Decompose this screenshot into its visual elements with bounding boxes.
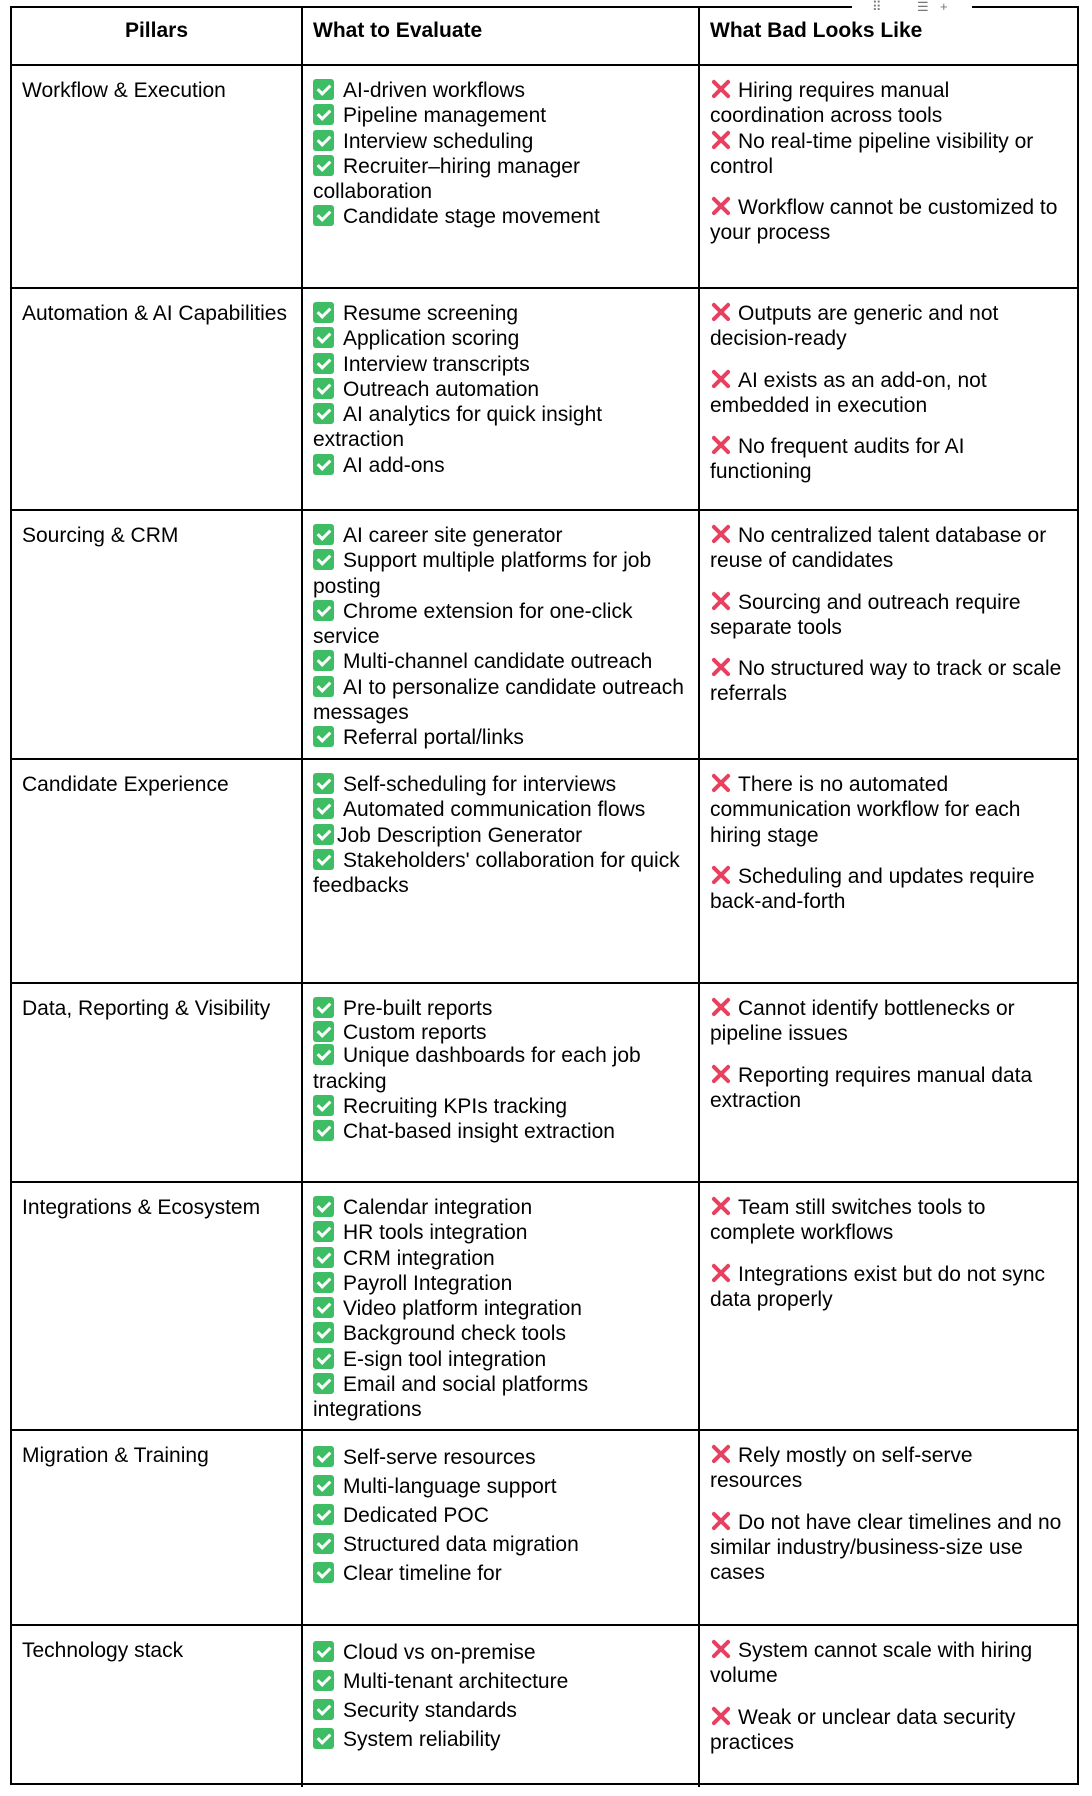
cross-icon	[710, 1262, 732, 1284]
check-icon	[313, 650, 334, 671]
comparison-table	[10, 0, 1079, 1785]
check-icon	[313, 1641, 334, 1662]
pillar-cell: Sourcing & CRM	[12, 511, 303, 758]
check-icon	[313, 1095, 334, 1116]
check-icon	[313, 378, 334, 399]
filter-icon[interactable]: ☰	[917, 0, 929, 14]
cross-icon	[710, 1443, 732, 1465]
check-icon	[313, 549, 334, 570]
check-icon	[313, 79, 334, 100]
bad-item: Reporting requires manual data extraction	[710, 1063, 1033, 1112]
bad-item: Weak or unclear data security practices	[710, 1705, 1016, 1754]
evaluate-item: AI add-ons	[313, 453, 688, 478]
evaluate-item: CRM integration	[313, 1246, 688, 1271]
check-icon	[313, 104, 334, 125]
check-icon	[313, 1196, 334, 1217]
check-icon	[313, 205, 334, 226]
table-row	[12, 1183, 1077, 1431]
evaluate-cell	[303, 1626, 700, 1787]
check-icon	[313, 1475, 334, 1496]
cross-icon	[710, 1638, 732, 1660]
evaluate-item: Pre-built reports	[313, 996, 688, 1021]
cross-icon	[710, 590, 732, 612]
bad-cell	[700, 289, 1079, 509]
cross-icon	[710, 1063, 732, 1085]
bad-cell	[700, 1431, 1079, 1624]
bad-cell	[700, 1183, 1079, 1429]
check-icon	[313, 403, 334, 424]
bad-item: Workflow cannot be customized to your process	[710, 196, 1058, 245]
bad-item: Hiring requires manual coordination across tools	[710, 79, 950, 128]
evaluate-cell	[303, 1183, 700, 1429]
evaluate-item: Cloud vs on-premise	[313, 1638, 688, 1667]
check-icon	[313, 1504, 334, 1525]
pillar-cell: Candidate Experience	[12, 760, 303, 982]
cross-icon	[710, 864, 732, 886]
bad-item: Rely mostly on self-serve resources	[710, 1444, 973, 1493]
evaluate-item: Stakeholders' collaboration for quick feedbacks	[313, 848, 680, 898]
evaluate-item: Resume screening	[313, 301, 688, 326]
evaluate-item: Chat-based insight extraction	[313, 1119, 688, 1144]
check-icon	[313, 353, 334, 374]
cross-icon	[710, 129, 732, 151]
bad-item: Outputs are generic and not decision-ready	[710, 302, 999, 351]
evaluate-item: E-sign tool integration	[313, 1347, 688, 1372]
check-icon	[313, 1120, 334, 1141]
check-icon	[313, 1373, 334, 1394]
pillar-cell: Data, Reporting & Visibility	[12, 984, 303, 1181]
header-pillars: Pillars	[12, 8, 303, 64]
evaluate-cell	[303, 984, 700, 1181]
evaluate-item: Dedicated POC	[313, 1501, 688, 1530]
bad-item: There is no automated communication workflow for each hiring stage	[710, 773, 1021, 847]
evaluate-item: Chrome extension for one-click service	[313, 599, 633, 649]
pillar-cell: Workflow & Execution	[12, 66, 303, 287]
evaluate-item: AI to personalize candidate outreach messages	[313, 675, 684, 725]
check-icon	[313, 327, 334, 348]
check-icon	[313, 1044, 334, 1065]
bad-item: Scheduling and updates require back-and-forth	[710, 864, 1035, 914]
evaluate-item: Security standards	[313, 1696, 688, 1725]
check-icon	[313, 676, 334, 697]
evaluate-cell	[303, 289, 700, 509]
pillar-cell: Integrations & Ecosystem	[12, 1183, 303, 1429]
cross-icon	[710, 1705, 732, 1727]
evaluate-item: Job Description Generator	[313, 823, 688, 848]
bad-item: Integrations exist but do not sync data properly	[710, 1262, 1046, 1311]
check-icon	[313, 1348, 334, 1369]
cross-icon	[710, 1195, 732, 1217]
pillar-cell: Automation & AI Capabilities	[12, 289, 303, 509]
check-icon	[313, 1247, 334, 1268]
evaluate-item: Custom reports	[313, 1021, 688, 1043]
check-icon	[313, 1670, 334, 1691]
evaluate-item: Pipeline management	[313, 103, 688, 128]
check-icon	[313, 1699, 334, 1720]
header-bad: What Bad Looks Like	[710, 19, 923, 42]
bad-item: No structured way to track or scale referrals	[710, 657, 1062, 706]
evaluate-item: Support multiple platforms for job posting	[313, 549, 652, 598]
bad-item: Sourcing and outreach require separate tools	[710, 590, 1021, 639]
bad-cell	[700, 66, 1079, 287]
check-icon	[313, 600, 334, 621]
bad-item: No frequent audits for AI functioning	[710, 435, 965, 484]
evaluate-item: System reliability	[313, 1725, 688, 1754]
cross-icon	[710, 523, 732, 545]
evaluate-item: Self-serve resources	[313, 1443, 688, 1472]
pillar-cell: Technology stack	[12, 1626, 303, 1787]
bad-item: Team still switches tools to complete workflows	[710, 1196, 986, 1245]
bad-cell	[700, 984, 1079, 1181]
evaluate-item: Application scoring	[313, 326, 688, 351]
check-icon	[313, 302, 334, 323]
check-icon	[313, 1272, 334, 1293]
cross-icon	[710, 78, 732, 100]
table-row	[12, 289, 1077, 511]
check-icon	[313, 798, 334, 819]
evaluate-item: Multi-tenant architecture	[313, 1667, 688, 1696]
drag-handle-icon[interactable]: ⠿	[872, 0, 882, 14]
check-icon	[313, 1021, 334, 1042]
bad-cell	[700, 760, 1079, 982]
evaluate-cell	[303, 511, 700, 758]
check-icon	[313, 726, 334, 747]
check-icon	[313, 130, 334, 151]
bad-cell	[700, 1626, 1079, 1787]
evaluate-item: Structured data migration	[313, 1530, 688, 1559]
evaluate-item: Recruiter–hiring manager collaboration	[313, 154, 580, 204]
evaluate-item: Referral portal/links	[313, 725, 688, 750]
bad-item: Do not have clear timelines and no similar industry/business-size use cases	[710, 1510, 1062, 1585]
header-row	[12, 8, 1077, 66]
table-row	[12, 1431, 1077, 1626]
evaluate-item: Automated communication flows	[313, 797, 688, 822]
evaluate-item: HR tools integration	[313, 1220, 688, 1245]
evaluate-item: Clear timeline for	[313, 1559, 688, 1588]
add-icon[interactable]: +	[940, 0, 948, 14]
evaluate-cell	[303, 1431, 700, 1624]
evaluate-item: Recruiting KPIs tracking	[313, 1094, 688, 1119]
cross-icon	[710, 301, 732, 323]
cross-icon	[710, 656, 732, 678]
cross-icon	[710, 368, 732, 390]
header-evaluate: What to Evaluate	[303, 8, 700, 64]
bad-cell	[700, 511, 1079, 758]
check-icon	[313, 155, 334, 176]
evaluate-item: Email and social platforms integrations	[313, 1373, 589, 1422]
evaluate-item: AI analytics for quick insight extraction	[313, 403, 603, 452]
check-icon	[313, 1446, 334, 1467]
check-icon	[313, 1533, 334, 1554]
bad-item: Cannot identify bottlenecks or pipeline issues	[710, 997, 1015, 1046]
evaluate-item: AI career site generator	[313, 523, 688, 548]
cross-icon	[710, 1510, 732, 1532]
evaluate-item: Outreach automation	[313, 377, 688, 402]
check-icon	[313, 997, 334, 1018]
evaluate-item: Interview transcripts	[313, 352, 688, 377]
evaluate-item: Interview scheduling	[313, 129, 688, 154]
check-icon	[313, 1297, 334, 1318]
evaluate-item: Video platform integration	[313, 1296, 688, 1321]
table-row	[12, 760, 1077, 984]
bad-item: AI exists as an add-on, not embedded in execution	[710, 368, 987, 417]
check-icon	[313, 773, 334, 794]
check-icon	[313, 1322, 334, 1343]
pillar-cell: Migration & Training	[12, 1431, 303, 1624]
table-row	[12, 1626, 1077, 1787]
evaluate-item: Calendar integration	[313, 1195, 688, 1220]
bad-item: No centralized talent database or reuse of candidates	[710, 524, 1047, 573]
cross-icon	[710, 434, 732, 456]
evaluate-item: Self-scheduling for interviews	[313, 772, 688, 797]
evaluate-cell	[303, 66, 700, 287]
check-icon	[313, 1562, 334, 1583]
table-row	[12, 66, 1077, 289]
check-icon	[313, 849, 334, 870]
bad-item: No real-time pipeline visibility or control	[710, 129, 1034, 178]
evaluate-item: Candidate stage movement	[313, 204, 688, 229]
table-row	[12, 984, 1077, 1183]
evaluate-item: Payroll Integration	[313, 1271, 688, 1296]
check-icon	[313, 1221, 334, 1242]
bad-item: System cannot scale with hiring volume	[710, 1639, 1033, 1688]
check-icon	[313, 454, 334, 475]
check-icon	[313, 524, 334, 545]
check-icon	[313, 1728, 334, 1749]
cross-icon	[710, 195, 732, 217]
evaluate-cell	[303, 760, 700, 982]
evaluate-item: Multi-language support	[313, 1472, 688, 1501]
check-icon	[313, 824, 334, 845]
evaluate-item: Background check tools	[313, 1321, 688, 1346]
evaluate-item: Multi-channel candidate outreach	[313, 649, 688, 674]
table-row	[12, 511, 1077, 760]
cross-icon	[710, 996, 732, 1018]
evaluate-item: AI-driven workflows	[313, 78, 688, 103]
evaluate-item: Unique dashboards for each job tracking	[313, 1044, 641, 1093]
cross-icon	[710, 772, 732, 794]
